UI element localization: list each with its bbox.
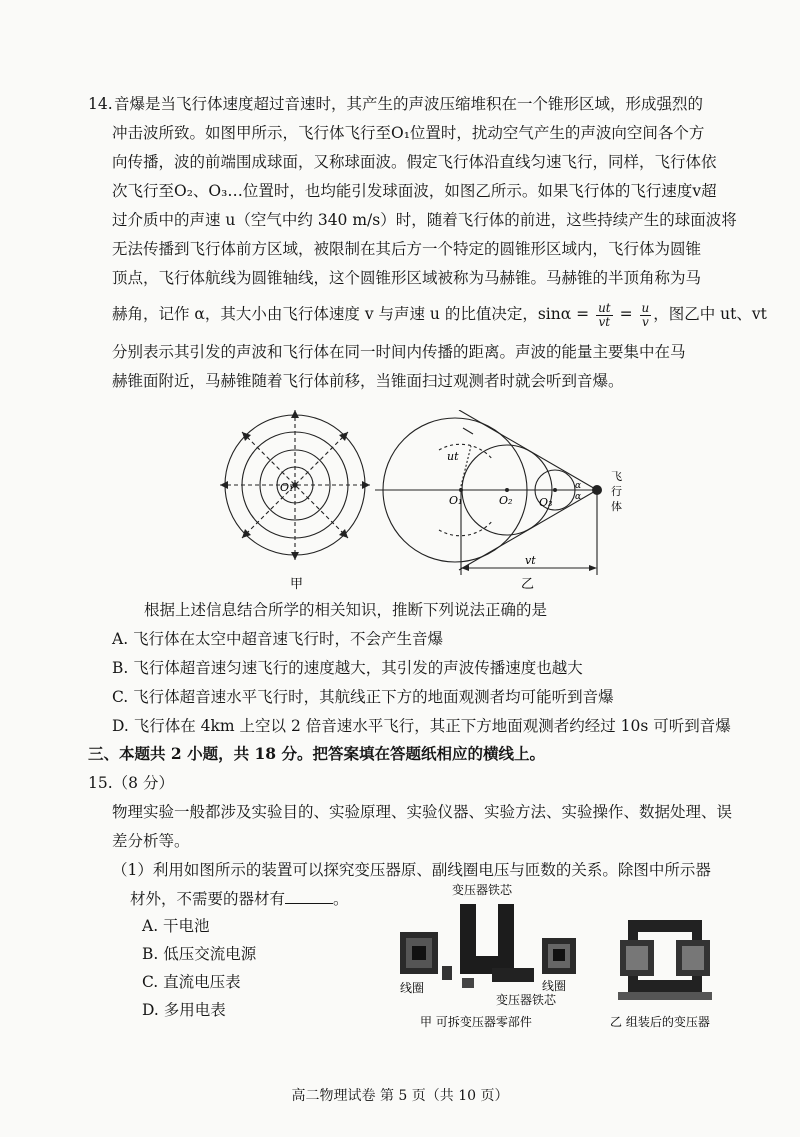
q15-intro-2: 差分析等。 (112, 832, 190, 850)
jia-caption: 甲 (290, 577, 304, 592)
section-3-heading: 三、本题共 2 小题，共 18 分。把答案填在答题纸相应的横线上。 (88, 744, 545, 763)
q14-line-5: 过介质中的声速 u（空气中约 340 m/s）时，随着飞行体的前进，这些持续产生的球面波将 (112, 211, 737, 229)
q15-intro-1: 物理实验一般都涉及实验目的、实验原理、实验仪器、实验方法、实验操作、数据处理、误 (112, 803, 733, 821)
jia-o1-label: O₁ (280, 481, 294, 494)
yi-plane-char-3: 体 (611, 500, 622, 513)
figure-jia-concentric-waves (210, 410, 395, 595)
q15-option-b: B. 低压交流电源 (142, 945, 257, 963)
formula-suffix: ，图乙中 ut、vt (653, 305, 767, 323)
page-footer: 高二物理试卷 第 5 页（共 10 页） (291, 1088, 509, 1104)
assembled-transformer-image (618, 920, 712, 1000)
q14-option-d: D. 飞行体在 4km 上空以 2 倍音速水平飞行，其正下方地面观测者约经过 10s 可听到音爆 (112, 717, 731, 735)
caption-yi-assembled: 乙 组装后的变压器 (610, 1015, 710, 1029)
q14-text: 音爆是当飞行体速度超过音速时，其产生的声波压缩堆积在一个锥形区域，形成强烈的 (114, 95, 704, 113)
q14-number: 14. (88, 95, 113, 113)
q14-formula-line (112, 300, 767, 329)
caption-jia-parts: 甲 可拆变压器零部件 (420, 1015, 532, 1029)
q14-line-4: 次飞行至O₂、O₃…位置时，也均能引发球面波，如图乙所示。如果飞行体的飞行速度v超 (112, 182, 717, 200)
q14-prompt: 根据上述信息结合所学的相关知识，推断下列说法正确的是 (144, 601, 548, 619)
formula-prefix: 赫角，记作 α，其大小由飞行体速度 v 与声速 u 的比值决定，sinα = (112, 305, 590, 323)
q14-line-2: 冲击波所致。如图甲所示，飞行体飞行至O₁位置时，扰动空气产生的声波向空间各个方 (112, 124, 705, 142)
q15-sub1-prefix: 材外，不需要的器材有 (130, 890, 286, 908)
figure-yi-mach-cone (375, 410, 635, 595)
q15-option-c: C. 直流电压表 (142, 973, 241, 991)
core-bar-image (492, 968, 534, 982)
yi-alpha-top: α (575, 481, 582, 491)
core-bottom-label: 变压器铁芯 (496, 993, 557, 1007)
q14-line-9: 分别表示其引发的声波和飞行体在同一时间内传播的距离。声波的能量主要集中在马 (112, 343, 686, 361)
coil-right-image (542, 938, 576, 974)
figure-transformer-parts (392, 880, 722, 1030)
yi-vt-label: vt (525, 554, 536, 567)
q14-line-6: 无法传播到飞行体前方区域，被限制在其后方一个特定的圆锥形区域内，飞行体为圆锥 (112, 240, 702, 258)
q14-option-a: A. 飞行体在太空中超音速飞行时，不会产生音爆 (112, 630, 444, 648)
coil-left-image (400, 932, 438, 974)
yi-plane-char-2: 行 (611, 485, 622, 498)
q15-option-d: D. 多用电表 (142, 1001, 226, 1019)
coil-left-label: 线圈 (400, 981, 425, 995)
answer-blank[interactable] (285, 887, 333, 904)
yi-o1-label: O₁ (449, 494, 463, 507)
coil-right-label: 线圈 (542, 979, 567, 993)
q15-number: 15.（8 分） (88, 774, 174, 792)
q14-line-10: 赫锥面附近，马赫锥随着飞行体前移，当锥面扫过观测者时就会听到音爆。 (112, 372, 624, 390)
q14-line-3: 向传播，波的前端围成球面，又称球面波。假定飞行体沿直线匀速飞行，同样，飞行体依 (112, 153, 717, 171)
q15-sub1-line1: （1）利用如图所示的装置可以探究变压器原、副线圈电压与匝数的关系。除图中所示器 (112, 861, 711, 879)
q14-option-b: B. 飞行体超音速匀速飞行的速度越大，其引发的声波传播速度也越大 (112, 659, 583, 677)
yi-o3-label: O₃ (539, 496, 553, 509)
equals-sign: = (619, 305, 633, 323)
yi-o2-label: O₂ (499, 494, 513, 507)
core-top-label: 变压器铁芯 (452, 883, 513, 897)
q15-sub1-line2 (130, 885, 349, 913)
yi-alpha-bottom: α (575, 492, 582, 502)
fraction-ut-vt: $\frac{ut}{vt}$ (598, 300, 611, 329)
q14-line-1 (88, 90, 703, 118)
q15-sub1-suffix: 。 (333, 890, 349, 908)
yi-caption: 乙 (521, 577, 535, 592)
q14-line-7: 顶点，飞行体航线为圆锥轴线，这个圆锥形区域被称为马赫锥。马赫锥的半顶角称为马 (112, 269, 702, 287)
yi-ut-label: ut (447, 450, 459, 463)
yi-plane-char-1: 飞 (611, 470, 622, 483)
q14-option-c: C. 飞行体超音速水平飞行时，其航线正下方的地面观测者均可能听到音爆 (112, 688, 614, 706)
q15-option-a: A. 干电池 (142, 917, 210, 935)
fraction-u-v: $\frac{u}{v}$ (641, 300, 650, 329)
